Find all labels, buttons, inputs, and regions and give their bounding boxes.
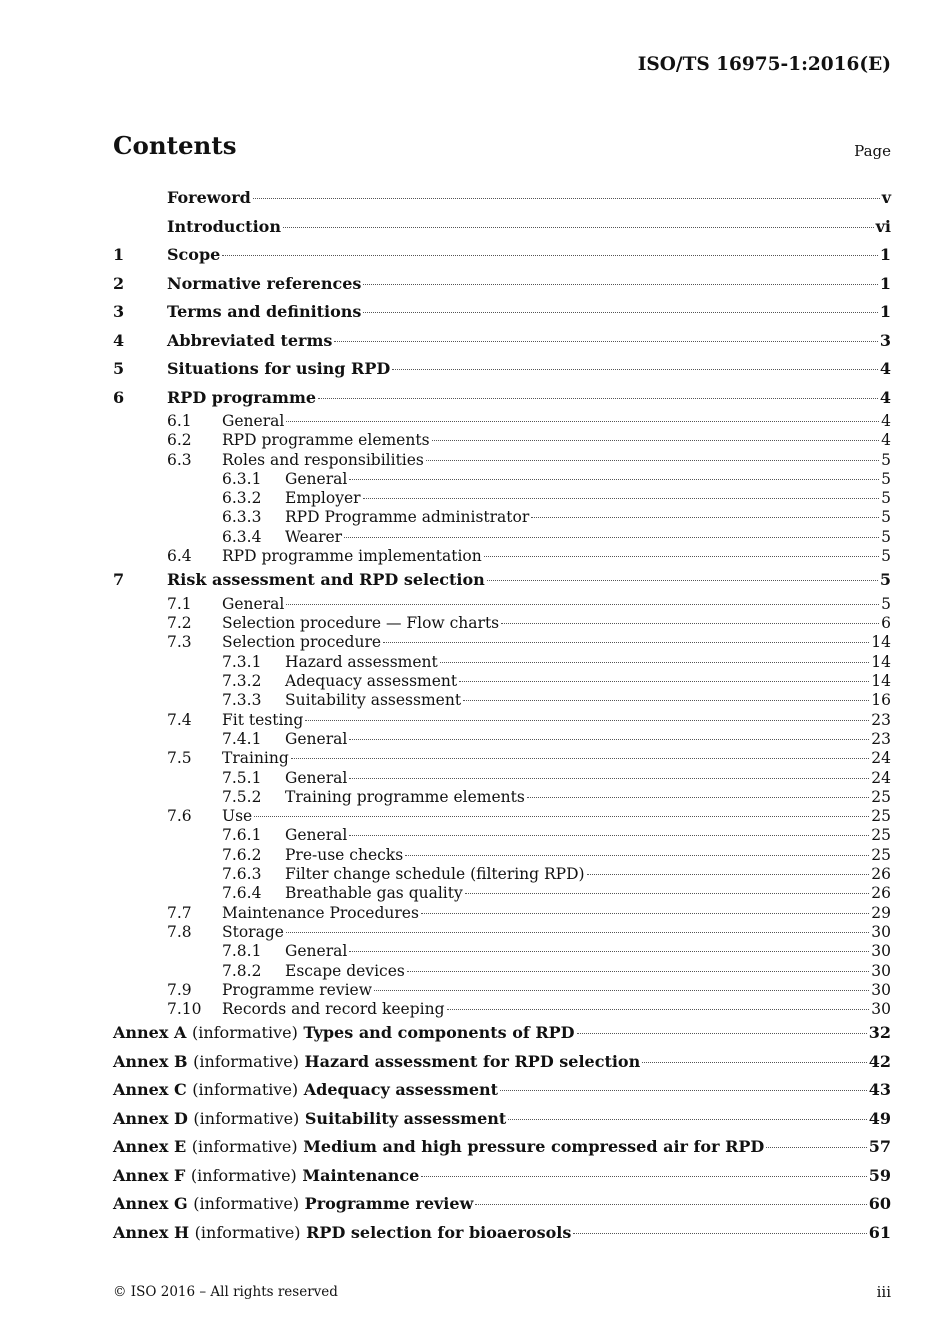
toc-entry-title: Storage — [222, 922, 284, 941]
toc-entry-title: General — [222, 412, 285, 430]
toc-entry[interactable] — [113, 327, 891, 356]
toc-entry[interactable] — [113, 691, 891, 710]
toc-entry-number: 6.3.2 — [222, 489, 262, 508]
toc-annex-entry[interactable] — [113, 1076, 891, 1105]
toc-entry-page: 14 — [871, 652, 891, 671]
annex-page: 42 — [868, 1051, 891, 1071]
dot-leader — [334, 341, 877, 342]
toc-entry[interactable] — [113, 547, 891, 566]
dot-leader — [349, 739, 869, 740]
toc-entry-title: Roles and responsibilities — [222, 450, 424, 469]
toc-entry-title: Use — [222, 807, 253, 826]
toc-entry[interactable] — [113, 711, 891, 730]
toc-entry-page: 14 — [871, 633, 891, 652]
toc-entry[interactable] — [113, 962, 891, 981]
toc-entry[interactable] — [113, 470, 891, 489]
toc-entry-page: 4 — [879, 359, 891, 378]
toc-entry-title: Abbreviated terms — [167, 330, 333, 350]
toc-entry-title: Adequacy assessment — [285, 672, 458, 691]
toc-entry-title: Hazard assessment — [285, 652, 438, 671]
annex-label: Annex D — [113, 1108, 188, 1128]
toc-entry-number: 7.5.2 — [222, 787, 262, 806]
toc-entry[interactable] — [113, 846, 891, 865]
annex-label: Annex A — [113, 1023, 187, 1043]
annex-title: Maintenance — [302, 1165, 420, 1185]
toc-entry[interactable] — [113, 672, 891, 691]
dot-leader — [318, 398, 878, 399]
annex-informative-note: (informative) — [193, 1051, 299, 1071]
toc-entry-title: Introduction — [167, 216, 281, 236]
toc-entry[interactable] — [113, 451, 891, 470]
toc-entry-page: 5 — [881, 594, 891, 613]
toc-entry-number: 7.9 — [167, 980, 192, 999]
toc-entry-title: Scope — [167, 245, 221, 264]
dot-leader — [421, 913, 869, 914]
toc-entry-title: Selection procedure — [222, 633, 382, 652]
toc-entry[interactable] — [113, 749, 891, 768]
annex-label: Annex H — [113, 1222, 190, 1242]
toc-entry-number: 7.5 — [167, 749, 192, 768]
dot-leader — [363, 312, 877, 313]
annex-page: 59 — [868, 1165, 891, 1185]
toc-entry-title: Normative references — [167, 273, 362, 293]
toc-entry-page: 26 — [871, 865, 891, 884]
toc-entry[interactable] — [113, 431, 891, 450]
toc-entry-page: 5 — [881, 450, 891, 469]
annex-informative-note: (informative) — [191, 1023, 298, 1043]
toc-entry-page: 3 — [879, 330, 891, 350]
dot-leader — [459, 681, 869, 682]
toc-entry[interactable] — [113, 769, 891, 788]
toc-entry-number: 3 — [113, 302, 125, 321]
dot-leader — [363, 284, 877, 285]
dot-leader — [421, 1176, 866, 1177]
toc-entry-title: General — [285, 729, 348, 748]
toc-entry-number: 7.6 — [167, 807, 192, 826]
toc-entry[interactable] — [113, 865, 891, 884]
dot-leader — [286, 604, 879, 605]
toc-entry-title: Situations for using RPD — [167, 359, 391, 378]
dot-leader — [508, 1119, 866, 1120]
toc-entry-title: Training — [222, 749, 289, 768]
toc-entry-number: 6.1 — [167, 412, 192, 430]
toc-entry-title: General — [285, 768, 348, 787]
annex-heading — [113, 1105, 506, 1134]
toc-entry-page: 23 — [871, 710, 891, 729]
toc-entry-title: RPD Programme administrator — [285, 508, 530, 527]
dot-leader — [500, 1090, 867, 1091]
annex-heading — [113, 1019, 575, 1048]
toc-entry-number: 7.3.1 — [222, 652, 262, 671]
toc-entry-number: 6.3.3 — [222, 508, 262, 527]
toc-entry-page: 4 — [881, 412, 891, 430]
toc-entry-number: 7.10 — [167, 1000, 202, 1019]
dot-leader — [577, 1033, 867, 1034]
toc-entry[interactable] — [113, 384, 891, 413]
toc-entry-page: 30 — [871, 922, 891, 941]
toc-annex-entry[interactable] — [113, 1162, 891, 1191]
dot-leader — [383, 642, 869, 643]
toc-entry-number: 7.8 — [167, 922, 192, 941]
toc-entry-title: Risk assessment and RPD selection — [167, 570, 485, 590]
annex-page: 32 — [868, 1023, 891, 1043]
toc-entry-page: 1 — [879, 273, 891, 293]
annex-informative-note: (informative) — [192, 1080, 299, 1100]
dot-leader — [286, 932, 869, 933]
toc-entry-title: Employer — [285, 489, 361, 508]
toc-entry[interactable] — [113, 298, 891, 327]
toc-entry-number: 6.3.4 — [222, 527, 262, 546]
toc-entry[interactable] — [113, 241, 891, 270]
dot-leader — [349, 835, 869, 836]
dot-leader — [465, 893, 870, 894]
annex-heading — [113, 1133, 764, 1162]
dot-leader — [405, 855, 869, 856]
toc-entry-title: Maintenance Procedures — [222, 903, 419, 922]
annex-title: Programme review — [304, 1194, 474, 1214]
toc-entry-number: 2 — [113, 273, 125, 293]
toc-entry[interactable] — [113, 412, 891, 431]
toc-annex-entry[interactable] — [113, 1133, 891, 1162]
toc-entry-title: RPD programme — [167, 387, 317, 407]
toc-entry-number: 7.6.1 — [222, 826, 262, 845]
toc-entry-title: RPD programme elements — [222, 431, 430, 450]
annex-informative-note: (informative) — [194, 1222, 301, 1242]
dot-leader — [426, 460, 879, 461]
dot-leader — [527, 797, 869, 798]
toc-entry-page: 30 — [871, 980, 891, 999]
toc-entry[interactable] — [113, 923, 891, 942]
annex-label: Annex E — [113, 1137, 187, 1157]
annex-page: 61 — [868, 1222, 891, 1242]
toc-entry-number: 1 — [113, 245, 125, 264]
toc-entry-page: 4 — [879, 387, 891, 407]
toc-annex-entry[interactable] — [113, 1219, 891, 1248]
toc-entry-page: 25 — [871, 845, 891, 864]
toc-entry-page: 30 — [871, 942, 891, 961]
toc-entry[interactable] — [113, 184, 891, 213]
dot-leader — [487, 580, 878, 581]
toc-entry-number: 7.1 — [167, 594, 192, 613]
toc-entry-number: 7.8.1 — [222, 942, 262, 961]
toc-entry-title: Wearer — [285, 527, 343, 546]
annex-page: 60 — [868, 1194, 891, 1214]
dot-leader — [501, 623, 879, 624]
toc-entry-page: 1 — [879, 302, 891, 321]
toc-entry[interactable] — [113, 981, 891, 1000]
annex-page: 43 — [868, 1080, 891, 1100]
toc-annex-entry[interactable] — [113, 1190, 891, 1219]
toc-entry[interactable] — [113, 566, 891, 595]
annex-heading — [113, 1162, 419, 1191]
dot-leader — [349, 479, 879, 480]
toc-annex-entry[interactable] — [113, 1019, 891, 1048]
toc-entry-title: Filter change schedule (filtering RPD) — [285, 865, 585, 884]
dot-leader — [283, 227, 874, 228]
toc-entry-number: 7.3.3 — [222, 691, 262, 710]
annex-label: Annex C — [113, 1080, 187, 1100]
toc-entry-number: 7.2 — [167, 614, 192, 633]
dot-leader — [642, 1062, 867, 1063]
toc-entry[interactable] — [113, 788, 891, 807]
dot-leader — [374, 990, 869, 991]
annex-label: Annex B — [113, 1051, 188, 1071]
toc-entry[interactable] — [113, 904, 891, 923]
toc-entry-page: 24 — [871, 749, 891, 768]
toc-entry-page: 25 — [871, 787, 891, 806]
toc-entry-number: 7.4 — [167, 710, 192, 729]
toc-entry-number: 5 — [113, 359, 125, 378]
toc-entry-title: Terms and definitions — [167, 302, 362, 321]
annex-heading — [113, 1048, 640, 1077]
dot-leader — [531, 517, 879, 518]
toc-entry[interactable] — [113, 508, 891, 527]
toc-entry-page: 23 — [871, 729, 891, 748]
annex-title: Types and components of RPD — [303, 1023, 575, 1043]
annex-title: Hazard assessment for RPD selection — [304, 1051, 641, 1071]
page-column-label: Page — [854, 142, 891, 160]
annex-informative-note: (informative) — [193, 1108, 300, 1128]
dot-leader — [253, 198, 880, 199]
toc-entry-page: 24 — [871, 768, 891, 787]
document-reference: ISO/TS 16975-1:2016(E) — [637, 54, 891, 75]
toc-entry-title: Programme review — [222, 980, 372, 999]
annex-informative-note: (informative) — [190, 1165, 297, 1185]
toc-entry[interactable] — [113, 355, 891, 384]
dot-leader — [484, 556, 879, 557]
toc-entry-page: 29 — [871, 903, 891, 922]
dot-leader — [475, 1204, 866, 1205]
toc-entry-page: 30 — [871, 961, 891, 980]
toc-entry-number: 7.8.2 — [222, 961, 262, 980]
toc-entry-page: 25 — [871, 807, 891, 826]
annex-title: RPD selection for bioaerosols — [306, 1222, 572, 1242]
toc-entry-title: General — [285, 469, 348, 488]
toc-entry-number: 7.6.4 — [222, 884, 262, 903]
toc-entry-title: Pre-use checks — [285, 845, 404, 864]
dot-leader — [344, 537, 879, 538]
toc-entry-page: 5 — [881, 547, 891, 566]
toc-entry-title: Selection procedure — Flow charts — [222, 614, 500, 633]
annex-title: Suitability assessment — [304, 1108, 507, 1128]
toc-entry-number: 4 — [113, 330, 125, 350]
annex-label: Annex G — [113, 1194, 188, 1214]
annex-informative-note: (informative) — [191, 1137, 298, 1157]
toc-entry-number: 7.3.2 — [222, 672, 262, 691]
annex-title: Adequacy assessment — [303, 1080, 499, 1100]
dot-leader — [291, 758, 869, 759]
annex-informative-note: (informative) — [193, 1194, 300, 1214]
dot-leader — [349, 951, 869, 952]
toc-entry-page: 14 — [871, 672, 891, 691]
toc-entry-page: 5 — [881, 469, 891, 488]
toc-entry-title: Breathable gas quality — [285, 884, 463, 903]
toc-entry[interactable] — [113, 489, 891, 508]
toc-entry[interactable] — [113, 270, 891, 299]
toc-entry-number: 7 — [113, 570, 125, 590]
toc-entry[interactable] — [113, 730, 891, 749]
dot-leader — [349, 778, 869, 779]
toc-entry-page: 4 — [881, 431, 891, 450]
table-of-contents — [113, 184, 891, 1247]
toc-entry-page: v — [881, 188, 891, 207]
dot-leader — [587, 874, 870, 875]
toc-entry-number: 7.7 — [167, 903, 192, 922]
dot-leader — [440, 662, 870, 663]
annex-page: 49 — [868, 1108, 891, 1128]
toc-entry-title: General — [222, 594, 285, 613]
toc-entry[interactable] — [113, 884, 891, 903]
annex-label: Annex F — [113, 1165, 186, 1185]
toc-entry[interactable] — [113, 826, 891, 845]
toc-entry-number: 6.3 — [167, 450, 192, 469]
dot-leader — [432, 440, 880, 441]
toc-entry-number: 6 — [113, 387, 125, 407]
toc-entry-page: 1 — [879, 245, 891, 264]
toc-entry[interactable] — [113, 213, 891, 242]
copyright-notice: © ISO 2016 – All rights reserved — [113, 1284, 338, 1300]
toc-entry-number: 7.6.2 — [222, 845, 262, 864]
dot-leader — [286, 421, 879, 422]
dot-leader — [222, 255, 878, 256]
toc-entry-page: 5 — [881, 508, 891, 527]
toc-entry-number: 7.3 — [167, 633, 192, 652]
toc-entry[interactable] — [113, 1000, 891, 1019]
page-title: Contents — [113, 131, 237, 160]
dot-leader — [766, 1147, 866, 1148]
annex-page: 57 — [868, 1137, 891, 1157]
toc-entry-number: 7.5.1 — [222, 768, 262, 787]
toc-entry-page: 6 — [881, 614, 891, 633]
dot-leader — [407, 971, 869, 972]
toc-entry[interactable] — [113, 595, 891, 614]
dot-leader — [363, 498, 880, 499]
toc-entry-page: 5 — [881, 489, 891, 508]
dot-leader — [573, 1233, 866, 1234]
toc-entry-title: Fit testing — [222, 710, 304, 729]
toc-entry-page: 26 — [871, 884, 891, 903]
dot-leader — [447, 1009, 870, 1010]
toc-annex-entry[interactable] — [113, 1048, 891, 1077]
toc-entry-page: 25 — [871, 826, 891, 845]
toc-entry[interactable] — [113, 528, 891, 547]
toc-entry-page: 30 — [871, 1000, 891, 1019]
toc-entry-page: 5 — [879, 570, 891, 590]
dot-leader — [392, 369, 878, 370]
toc-entry-title: Foreword — [167, 188, 251, 207]
page-number: iii — [876, 1283, 891, 1301]
annex-heading — [113, 1076, 498, 1105]
toc-entry[interactable] — [113, 614, 891, 633]
toc-entry-title: Training programme elements — [285, 787, 525, 806]
toc-entry-title: RPD programme implementation — [222, 547, 482, 566]
toc-entry[interactable] — [113, 942, 891, 961]
toc-entry-title: Suitability assessment — [285, 691, 462, 710]
toc-entry-page: 16 — [871, 691, 891, 710]
annex-heading — [113, 1219, 571, 1248]
toc-entry-title: General — [285, 826, 348, 845]
dot-leader — [463, 700, 869, 701]
toc-entry-number: 6.4 — [167, 547, 192, 566]
toc-entry[interactable] — [113, 807, 891, 826]
annex-title: Medium and high pressure compressed air for RPD — [303, 1137, 765, 1157]
toc-entry[interactable] — [113, 633, 891, 652]
toc-entry-number: 7.6.3 — [222, 865, 262, 884]
toc-entry-number: 6.3.1 — [222, 469, 262, 488]
toc-entry[interactable] — [113, 653, 891, 672]
toc-annex-entry[interactable] — [113, 1105, 891, 1134]
toc-entry-page: 5 — [881, 527, 891, 546]
toc-entry-title: General — [285, 942, 348, 961]
dot-leader — [305, 720, 869, 721]
annex-heading — [113, 1190, 473, 1219]
dot-leader — [254, 816, 869, 817]
toc-entry-number: 6.2 — [167, 431, 192, 450]
toc-entry-number: 7.4.1 — [222, 729, 262, 748]
toc-entry-title: Escape devices — [285, 961, 405, 980]
toc-entry-page: vi — [875, 216, 891, 236]
toc-entry-title: Records and record keeping — [222, 1000, 445, 1019]
